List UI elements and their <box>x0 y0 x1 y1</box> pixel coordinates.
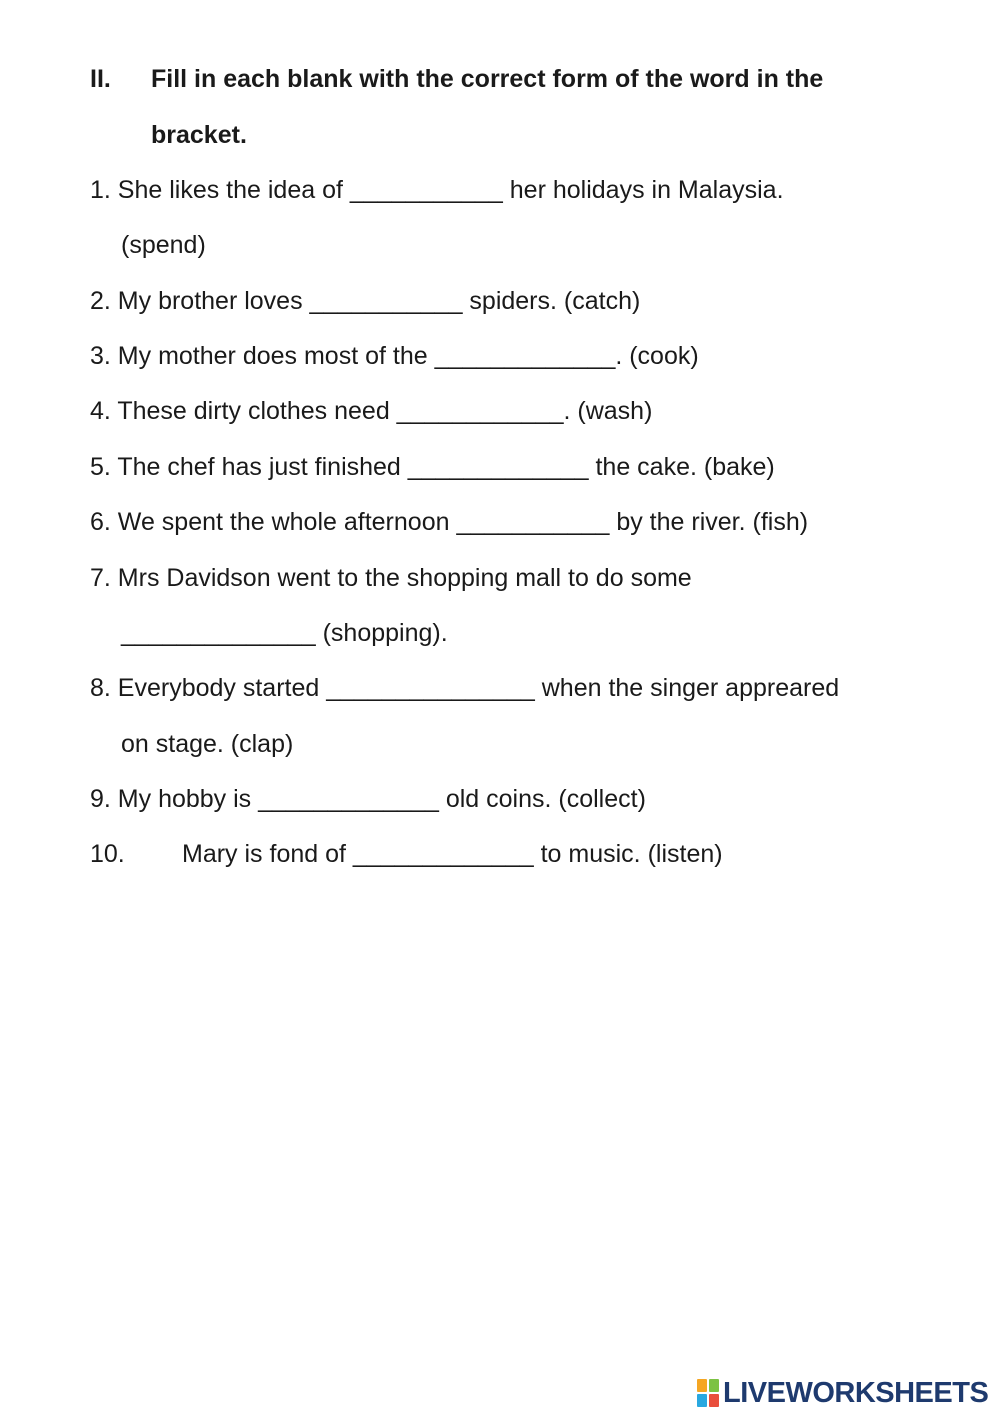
section-heading-continued: bracket. <box>151 121 247 149</box>
exercise-line-3: 3. My mother does most of the _____________. (cook) <box>90 342 699 370</box>
exercise-line-1-hint: (spend) <box>121 231 206 259</box>
exercise-line-9: 9. My hobby is _____________ old coins. (collect) <box>90 785 646 813</box>
logo-square-4 <box>709 1394 719 1407</box>
section-heading <box>90 64 823 94</box>
liveworksheets-logo <box>697 1376 988 1410</box>
section-number: II. <box>90 65 111 93</box>
logo-mark-icon <box>697 1379 719 1407</box>
exercise-line-4: 4. These dirty clothes need ____________. (wash) <box>90 397 653 425</box>
exercise-line-8: 8. Everybody started _______________ when the singer appreared <box>90 674 840 702</box>
exercise-line-10 <box>90 839 723 869</box>
exercise-line-7: 7. Mrs Davidson went to the shopping mall to do some <box>90 564 692 592</box>
exercise-line-8-continued: on stage. (clap) <box>121 730 294 758</box>
exercise-line-7-continued: ______________ (shopping). <box>121 619 448 647</box>
item-10-text: Mary is fond of _____________ to music. (listen) <box>182 840 723 868</box>
logo-square-3 <box>697 1394 707 1407</box>
exercise-line-6: 6. We spent the whole afternoon ___________ by the river. (fish) <box>90 508 809 536</box>
item-10-number: 10. <box>90 840 125 868</box>
section-heading-line1: Fill in each blank with the correct form of the word in the <box>151 65 824 93</box>
logo-square-2 <box>709 1379 719 1392</box>
logo-square-1 <box>697 1379 707 1392</box>
exercise-line-1: 1. She likes the idea of ___________ her holidays in Malaysia. <box>90 176 784 204</box>
exercise-line-2: 2. My brother loves ___________ spiders. (catch) <box>90 287 641 315</box>
logo-text: LIVEWORKSHEETS <box>723 1376 989 1409</box>
exercise-line-5: 5. The chef has just finished _____________ the cake. (bake) <box>90 453 775 481</box>
